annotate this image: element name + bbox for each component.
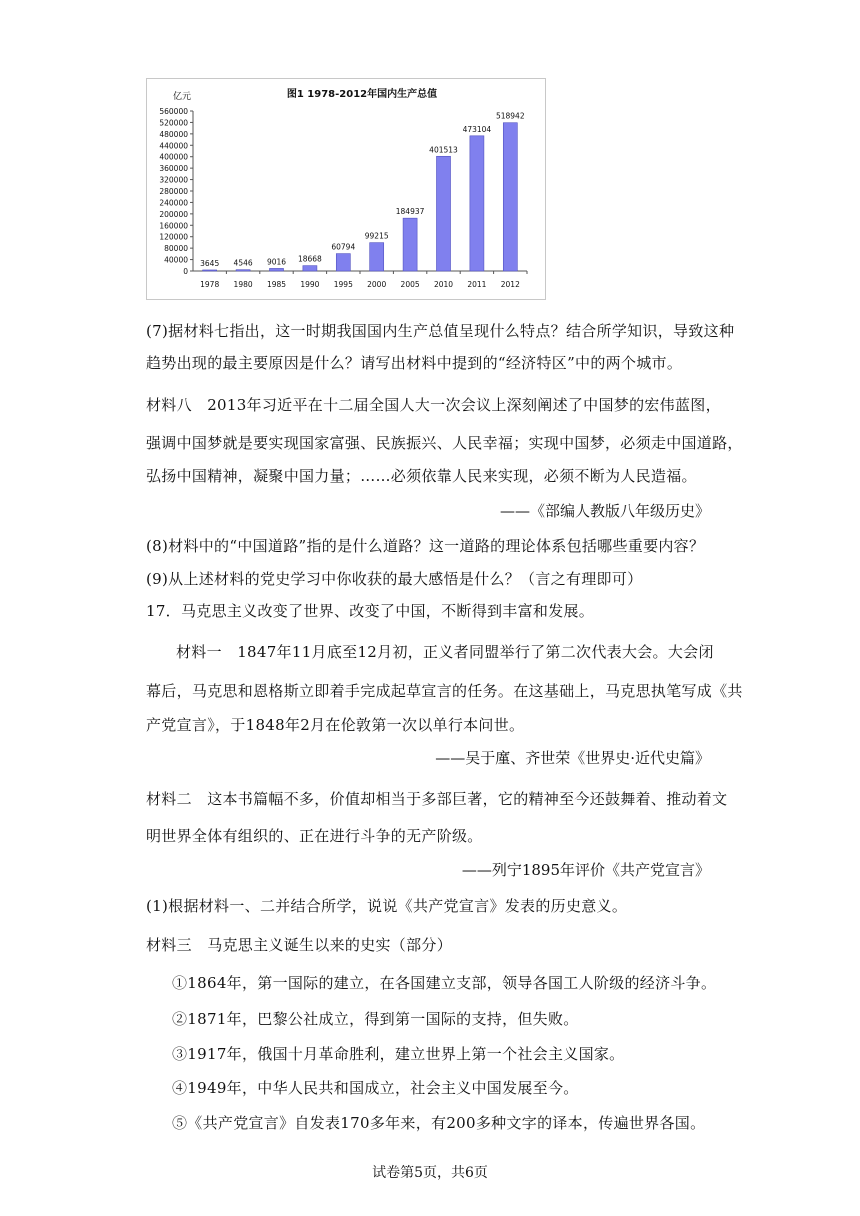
bar xyxy=(436,156,450,271)
y-tick-label: 80000 xyxy=(164,244,188,254)
x-tick-label: 1995 xyxy=(333,280,353,289)
material-8-source: ——《部编人教版八年级历史》 xyxy=(499,502,710,520)
question-17: 17．马克思主义改变了世界、改变了中国，不断得到丰富和发展。 xyxy=(146,602,595,620)
y-tick-label: 400000 xyxy=(159,152,188,162)
bar xyxy=(470,136,484,271)
y-tick-label: 120000 xyxy=(159,232,188,242)
material-8-line-1: 材料八 2013年习近平在十二届全国人大一次会议上深刻阐述了中国梦的宏伟蓝图， xyxy=(146,396,721,414)
x-tick-label: 1978 xyxy=(200,280,220,289)
question-8: (8)材料中的“中国道路”指的是什么道路？这一道路的理论体系包括哪些重要内容？ xyxy=(146,537,705,555)
x-tick-label: 2000 xyxy=(367,280,387,289)
question-1: (1)根据材料一、二并结合所学，说说《共产党宣言》发表的历史意义。 xyxy=(146,897,628,915)
question-7-line-2: 趋势出现的最主要原因是什么？请写出材料中提到的“经济特区”中的两个城市。 xyxy=(146,354,683,372)
page-footer: 试卷第5页，共6页 xyxy=(372,1165,488,1181)
material-3-item-1: ①1864年，第一国际的建立，在各国建立支部，领导各国工人阶级的经济斗争。 xyxy=(172,974,717,992)
data-label: 473104 xyxy=(462,124,492,134)
bar xyxy=(336,254,350,271)
chart-svg xyxy=(147,79,545,299)
y-tick-label: 240000 xyxy=(159,198,188,208)
bar xyxy=(269,268,283,271)
data-label: 99215 xyxy=(364,231,389,241)
material-2-line-1: 材料二 这本书篇幅不多，价值却相当于多部巨著，它的精神至今还鼓舞着、推动着文 xyxy=(146,790,728,808)
data-label: 60794 xyxy=(331,242,356,252)
bar xyxy=(203,270,217,271)
y-tick-label: 0 xyxy=(183,267,188,276)
material-1-line-1: 材料一 1847年11月底至12月初，正义者同盟举行了第二次代表大会。大会闭 xyxy=(176,643,714,661)
material-1-line-3: 产党宣言》，于1848年2月在伦敦第一次以单行本问世。 xyxy=(146,716,525,734)
y-tick-label: 200000 xyxy=(159,209,188,219)
material-2-source: ——列宁1895年评价《共产党宣言》 xyxy=(461,861,710,879)
data-label: 518942 xyxy=(495,111,525,121)
material-3-item-5: ⑤《共产党宣言》自发表170多年来，有200多种文字的译本，传遍世界各国。 xyxy=(172,1114,706,1132)
bar xyxy=(503,123,517,271)
y-tick-label: 480000 xyxy=(159,129,188,139)
data-label: 4546 xyxy=(233,258,253,268)
material-8-line-2: 强调中国梦就是要实现国家富强、民族振兴、人民幸福；实现中国梦，必须走中国道路， xyxy=(146,434,743,452)
material-1-line-2: 幕后，马克思和恩格斯立即着手完成起草宣言的任务。在这基础上，马克思执笔写成《共 xyxy=(146,682,743,700)
material-3-item-3: ③1917年，俄国十月革命胜利，建立世界上第一个社会主义国家。 xyxy=(172,1045,625,1063)
material-2-line-2: 明世界全体有组织的、正在进行斗争的无产阶级。 xyxy=(146,827,483,845)
x-tick-label: 2012 xyxy=(500,280,520,289)
question-7-line-1: (7)据材料七指出，这一时期我国国内生产总值呈现什么特点？结合所学知识，导致这种 xyxy=(146,322,735,340)
x-tick-label: 1980 xyxy=(233,280,253,289)
y-tick-label: 320000 xyxy=(159,175,188,185)
material-8-line-3: 弘扬中国精神，凝聚中国力量；……必须依靠人民来实现，必须不断为人民造福。 xyxy=(146,467,697,485)
x-tick-label: 2005 xyxy=(400,280,420,289)
data-label: 3645 xyxy=(200,258,220,268)
y-tick-label: 560000 xyxy=(159,107,188,116)
data-label: 18668 xyxy=(297,254,322,264)
y-tick-label: 160000 xyxy=(159,221,188,231)
x-tick-label: 2010 xyxy=(433,280,454,289)
y-tick-label: 520000 xyxy=(159,118,188,128)
material-3-item-2: ②1871年，巴黎公社成立，得到第一国际的支持，但失败。 xyxy=(172,1010,579,1028)
bar xyxy=(303,266,317,271)
bar xyxy=(370,243,384,271)
data-label: 184937 xyxy=(395,207,425,217)
gdp-bar-chart xyxy=(146,78,546,300)
bar xyxy=(403,218,417,271)
chart-y-unit: 亿元 xyxy=(173,92,192,102)
bar xyxy=(236,270,250,271)
y-tick-label: 360000 xyxy=(159,164,188,174)
material-3-heading: 材料三 马克思主义诞生以来的史实（部分） xyxy=(146,936,453,954)
material-1-source: ——吴于廑、齐世荣《世界史·近代史篇》 xyxy=(435,749,710,767)
data-label: 401513 xyxy=(429,145,458,155)
y-tick-label: 280000 xyxy=(159,187,188,196)
material-3-item-4: ④1949年，中华人民共和国成立，社会主义中国发展至今。 xyxy=(172,1079,579,1097)
y-tick-label: 40000 xyxy=(164,255,188,265)
x-tick-label: 2011 xyxy=(467,280,487,289)
chart-title: 图1 1978-2012年国内生产总值 xyxy=(286,89,438,100)
x-tick-label: 1985 xyxy=(266,280,287,289)
x-tick-label: 1990 xyxy=(300,280,320,289)
y-tick-label: 440000 xyxy=(159,141,188,151)
data-label: 9016 xyxy=(266,257,287,267)
question-9: (9)从上述材料的党史学习中你收获的最大感悟是什么？（言之有理即可） xyxy=(146,570,643,588)
